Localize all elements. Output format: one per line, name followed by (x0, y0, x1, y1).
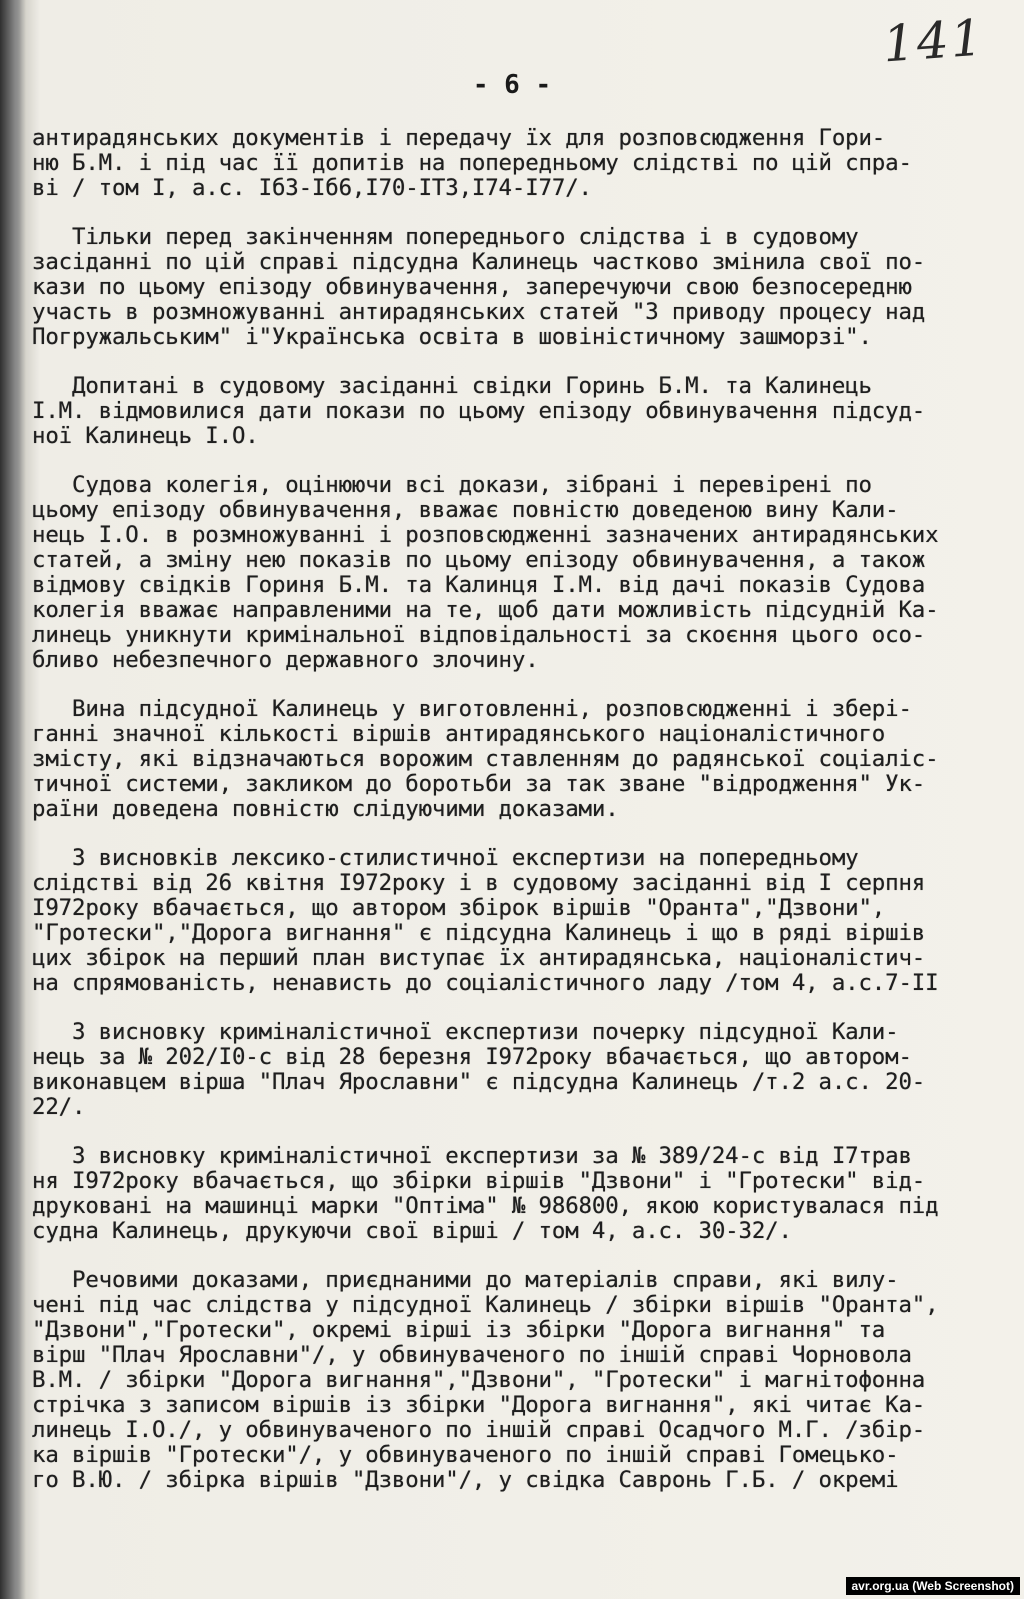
text-line: змісту, які відзначаються ворожим ставленням до радянської соціаліс- (32, 747, 939, 772)
archive-page-number: 141 (880, 8, 986, 74)
text-line: цьому епізоду обвинувачення, вважає повністю доведеною вину Кали- (32, 498, 899, 523)
text-line: нець І.О. в розмножуванні і розповсюдженні зазначених антирадянських (32, 523, 939, 548)
text-line: судна Калинець, друкуючи свої вірші / том 4, а.с. 30-32/. (32, 1219, 792, 1244)
paragraph (32, 1020, 998, 1120)
paragraph (32, 225, 998, 350)
text-line: линець уникнути кримінальної відповідальності за скоєння цього осо- (32, 623, 926, 648)
text-line: ві / том І, а.с. ІбЗ-Іб6,І70-ІТЗ,І74-І77/. (32, 176, 592, 201)
paragraph (32, 697, 998, 822)
text-line: вірш "Плач Ярославни"/, у обвинуваченого по іншій справі Чорновола (32, 1343, 912, 1368)
text-line: на спрямованість, ненависть до соціалістичного ладу /том 4, а.с.7-ІІ (32, 971, 939, 996)
text-line: 22/. (32, 1095, 86, 1120)
text-line: колегія вважає направленими на те, щоб дати можливість підсудній Ка- (32, 598, 939, 623)
text-line: Вина підсудної Калинець у виготовленні, розповсюдженні і збері- (32, 697, 912, 722)
text-line: чені під час слідства у підсудної Калинець / збірки віршів "Оранта", (32, 1293, 939, 1318)
text-line: антирадянських документів і передачу їх для розповсюдження Гори- (32, 126, 886, 151)
text-line: друковані на машинці марки "Оптіма" № 986800, якою користувалася під (32, 1194, 939, 1219)
text-line: виконавцем вірша "Плач Ярославни" є підсудна Калинець /т.2 а.с. 20- (32, 1070, 926, 1095)
paragraph (32, 473, 998, 673)
text-line: слідстві від 26 квітня І972року і в судовому засіданні від І серпня (32, 871, 926, 896)
text-line: І972року вбачається, що автором збірок віршів "Оранта","Дзвони", (32, 896, 886, 921)
text-line: "Гротески","Дорога вигнання" є підсудна Калинець і що в ряді віршів (32, 921, 926, 946)
text-line: ня І972року вбачається, що збірки віршів "Дзвони" і "Гротески" від- (32, 1169, 926, 1194)
text-line: го В.Ю. / збірка віршів "Дзвони"/, у свідка Савронь Г.Б. / окремі (32, 1468, 899, 1493)
text-line: бливо небезпечного державного злочину. (32, 648, 539, 673)
text-line: линець І.О./, у обвинуваченого по іншій справі Осадчого М.Г. /збір- (32, 1418, 926, 1443)
text-line: ганні значної кількості віршів антирадянського націоналістичного (32, 722, 886, 747)
text-line: тичної системи, закликом до боротьби за так зване "відродження" Ук- (32, 772, 926, 797)
paragraph (32, 846, 998, 996)
text-line: стрічка з записом віршів із збірки "Дорога вигнання", які читає Ка- (32, 1393, 926, 1418)
document-body (32, 126, 998, 1493)
text-line: засіданні по цій справі підсудна Калинець частково змінила свої по- (32, 250, 926, 275)
text-line: відмову свідків Гориня Б.М. та Калинця І.М. від дачі показів Судова (32, 573, 926, 598)
text-line: Тільки перед закінченням попереднього слідства і в судовому (32, 225, 859, 250)
binding-shadow (0, 0, 26, 1599)
text-line: кази по цьому епізоду обвинувачення, заперечуючи свою безпосередню (32, 275, 912, 300)
text-line: З висновків лексико-стилистичної експертизи на попередньому (32, 846, 859, 871)
text-line: ню Б.М. і під час її допитів на попередньому слідстві по цій спра- (32, 151, 912, 176)
text-line: раїни доведена повністю слідуючими доказами. (32, 797, 619, 822)
paragraph (32, 374, 998, 449)
text-line: цих збірок на перший план виступає їх антирадянська, націоналістич- (32, 946, 926, 971)
page-number: - 6 - (472, 70, 552, 100)
text-line: І.М. відмовилися дати покази по цьому епізоду обвинувачення підсуд- (32, 399, 926, 424)
text-line: ка віршів "Гротески"/, у обвинуваченого по іншій справі Гомецько- (32, 1443, 899, 1468)
text-line: нець за № 202/І0-с від 28 березня І972року вбачається, що автором- (32, 1045, 912, 1070)
text-line: ної Калинець І.О. (32, 424, 259, 449)
text-line: Погружальським" і"Українська освіта в шовіністичному зашморзі". (32, 325, 872, 350)
paragraph (32, 1268, 998, 1493)
paragraph (32, 1144, 998, 1244)
text-line: З висновку криміналістичної експертизи почерку підсудної Кали- (32, 1020, 899, 1045)
source-watermark: avr.org.ua (Web Screenshot) (846, 1577, 1021, 1595)
text-line: статей, а зміну нею показів по цьому епізоду обвинувачення, а також (32, 548, 926, 573)
paragraph (32, 126, 998, 201)
text-line: В.М. / збірки "Дорога вигнання","Дзвони", "Гротески" і магнітофонна (32, 1368, 926, 1393)
text-line: Речовими доказами, приєднаними до матеріалів справи, які вилу- (32, 1268, 899, 1293)
text-line: Допитані в судовому засіданні свідки Горинь Б.М. та Калинець (32, 374, 872, 399)
text-line: участь в розмножуванні антирадянських статей "З приводу процесу над (32, 300, 926, 325)
text-line: З висновку криміналістичної експертизи за № 389/24-с від І7трав (32, 1144, 912, 1169)
text-line: "Дзвони","Гротески", окремі вірші із збірки "Дорога вигнання" та (32, 1318, 886, 1343)
text-line: Судова колегія, оцінюючи всі докази, зібрані і перевірені по (32, 473, 872, 498)
